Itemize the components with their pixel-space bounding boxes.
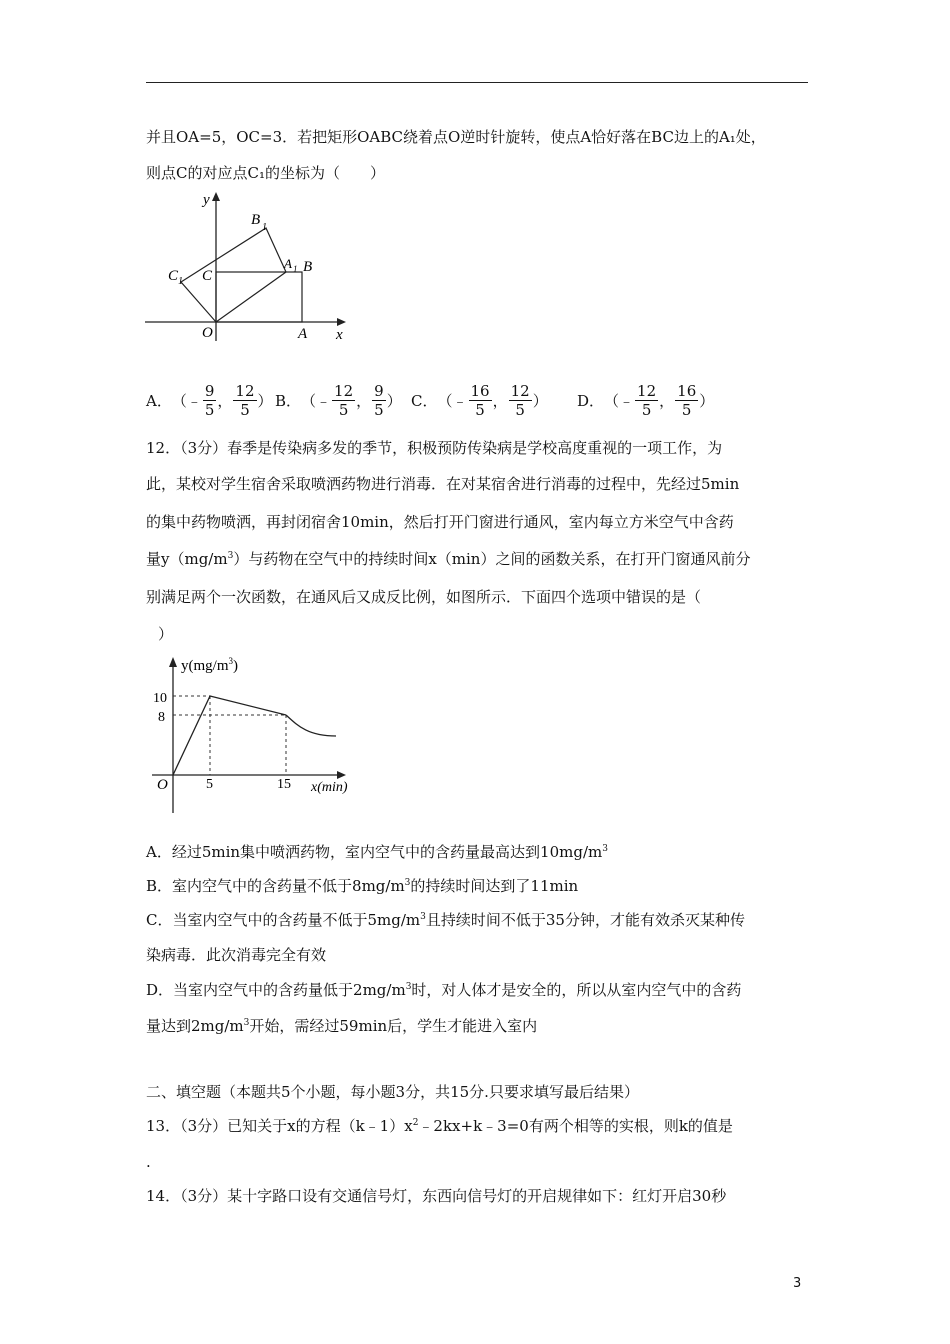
chart-xlabel: x(min)	[311, 780, 348, 795]
q12-option-b: B．室内空气中的含药量不低于$8mg/m^3$的持续时间达到了11min	[146, 877, 579, 895]
chart-ylabel: $y(mg/m^3)$	[181, 656, 238, 674]
q12-line-2: 此，某校对学生宿舍采取喷洒药物进行消毒．在对某宿舍进行消毒的过程中，先经过5min	[146, 475, 740, 493]
label-B: B	[303, 259, 313, 275]
chart-tick-10: 10	[153, 691, 167, 706]
chart-tick-15: 15	[277, 777, 291, 792]
q11-line-1: 并且OA=5，OC=3．若把矩形OABC绕着点O逆时针旋转，使点A恰好落在BC边上的A₁处，	[146, 128, 766, 146]
q13-line-2: .	[146, 1153, 151, 1171]
q12-option-a: A．经过5min集中喷洒药物，室内空气中的含药量最高达到$10mg/m^3$	[146, 843, 608, 861]
q12-chart	[140, 648, 370, 818]
q13-line-1: 13．（3分）已知关于x的方程$(k﹣1)x^2﹣2kx+k﹣3=0$有两个相等的实根，则k的值是	[146, 1117, 733, 1135]
q12-line-3: 的集中药物喷洒，再封闭宿舍10min，然后打开门窗进行通风，室内每立方米空气中含药	[146, 513, 734, 531]
label-B1: B	[251, 212, 261, 228]
q12-line-1: 12．（3分）春季是传染病多发的季节，积极预防传染病是学校高度重视的一项工作，为	[146, 439, 723, 457]
label-O: O	[202, 325, 213, 341]
chart-tick-5: 5	[206, 777, 213, 792]
q11-option-d: D． （﹣ $\frac{12}{5}$ ， $\frac{16}{5}$ ）	[577, 382, 715, 419]
q12-option-c-line-1: C．当室内空气中的含药量不低于$5mg/m^3$且持续时间不低于35分钟，才能有效杀灭某种传	[146, 911, 745, 929]
label-A1-sub: 1	[293, 264, 298, 274]
label-C1: C	[168, 268, 179, 284]
q12-option-c-line-2: 染病毒．此次消毒完全有效	[146, 946, 327, 964]
q11-option-c: C． （﹣ $\frac{16}{5}$ ， $\frac{12}{5}$ ）	[411, 382, 548, 419]
section-2-title: 二、填空题（本题共5个小题，每小题3分，共15分.只要求填写最后结果）	[146, 1083, 639, 1101]
q12-line-5: 别满足两个一次函数，在通风后又成反比例，如图所示．下面四个选项中错误的是（	[146, 588, 702, 606]
q11-option-b: B． （﹣ $\frac{12}{5}$ ， $\frac{9}{5}$ ）	[275, 382, 402, 419]
q12-option-d-line-1: D．当室内空气中的含药量低于$2mg/m^3$时，对人体才是安全的，所以从室内空气中的含药	[146, 981, 742, 999]
q12-line-6: ）	[158, 625, 174, 643]
q12-line-4: 量$y(mg/m^3)$与药物在空气中的持续时间x（min）之间的函数关系，在打开门窗通风前分	[146, 550, 751, 568]
label-C: C	[202, 268, 213, 284]
label-y: y	[203, 192, 210, 208]
q11-figure	[140, 186, 360, 346]
q14-line-1: 14．（3分）某十字路口设有交通信号灯，东西向信号灯的开启规律如下：红灯开启30秒	[146, 1187, 727, 1205]
label-A: A	[298, 326, 308, 342]
page-number: 3	[793, 1276, 802, 1291]
header-rule	[146, 82, 808, 83]
q12-option-d-line-2: 量达到$2mg/m^3$开始，需经过59min后，学生才能进入室内	[146, 1017, 538, 1035]
q11-option-a: A． （﹣ $\frac{9}{5}$ ， $\frac{12}{5}$ ）	[146, 382, 273, 419]
label-B1-sub: 1	[262, 222, 267, 233]
label-x: x	[336, 327, 343, 343]
chart-origin: O	[157, 777, 168, 793]
chart-tick-8: 8	[158, 710, 165, 725]
label-A1: A	[284, 256, 292, 271]
q11-line-2: 则点C的对应点C₁的坐标为（ ）	[146, 164, 385, 182]
label-C1-sub: 1	[178, 276, 183, 287]
